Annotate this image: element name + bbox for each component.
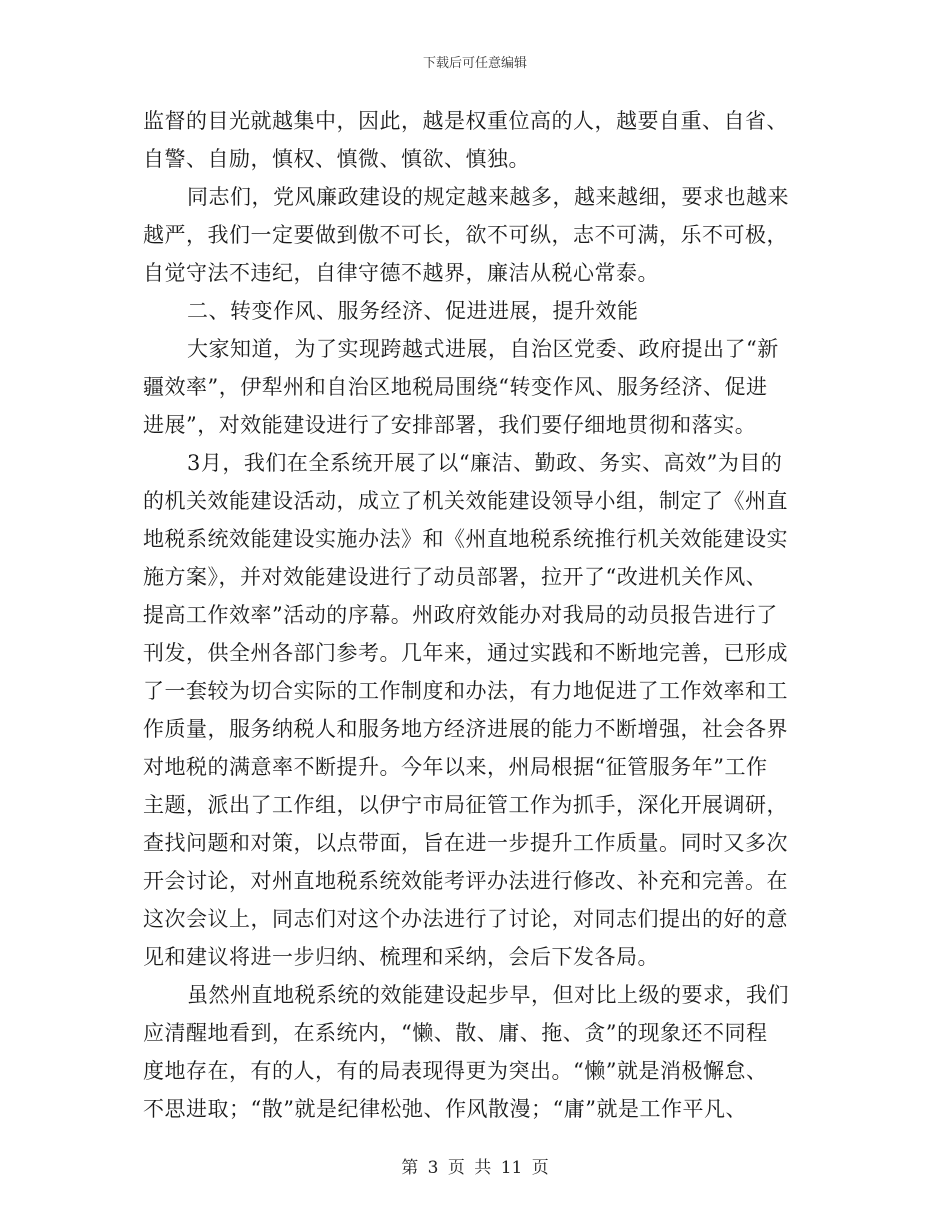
paragraph-start: 同志们，党风廉政建设的规定越来越多，越来越细，要求也越来 [187, 185, 789, 209]
text-line: 了一套较为切合实际的工作制度和办法，有力地促进了工作效率和工 [143, 679, 788, 703]
paragraph-start: 3月，我们在全系统开展了以“廉洁、勤政、务实、高效”为目的 [187, 451, 783, 475]
text-line: 开会讨论，对州直地税系统效能考评办法进行修改、补充和完善。在 [143, 869, 788, 893]
text-line: 查找问题和对策，以点带面，旨在进一步提升工作质量。同时又多次 [143, 831, 788, 855]
paragraph-start: 虽然州直地税系统的效能建设起步早，但对比上级的要求，我们 [187, 983, 789, 1007]
text-line: 越严，我们一定要做到傲不可长，欲不可纵，志不可满，乐不可极， [143, 223, 788, 247]
text-line: 作质量，服务纳税人和服务地方经济进展的能力不断增强，社会各界 [143, 717, 788, 741]
document-body [143, 102, 810, 1128]
text-line: 应清醒地看到，在系统内，“懒、散、庸、拖、贪”的现象还不同程 [143, 1021, 768, 1045]
text-line: 监督的目光就越集中，因此，越是权重位高的人，越要自重、自省、 [143, 109, 788, 133]
text-line: 进展”，对效能建设进行了安排部署，我们要仔细地贯彻和落实。 [143, 413, 757, 437]
text-line: 这次会议上，同志们对这个办法进行了讨论，对同志们提出的好的意 [143, 907, 788, 931]
text-line: 施方案》，并对效能建设进行了动员部署，拉开了“改进机关作风、 [143, 565, 768, 589]
text-line: 主题，派出了工作组，以伊宁市局征管工作为抓手，深化开展调研， [143, 793, 788, 817]
text-line: 疆效率”，伊犁州和自治区地税局围绕“转变作风、服务经济、促进 [143, 375, 768, 399]
text-line: 度地存在，有的人，有的局表现得更为突出。“懒”就是消极懈怠、 [143, 1059, 768, 1083]
text-line: 见和建议将进一步归纳、梳理和采纳，会后下发各局。 [143, 945, 659, 969]
page-header: 下载后可任意编辑 [422, 56, 527, 71]
text-line: 自警、自励，慎权、慎微、慎欲、慎独。 [143, 147, 530, 171]
section-heading: 二、转变作风、服务经济、促进进展，提升效能 [187, 299, 639, 323]
page-number: 第 3 页 共 11 页 [401, 1158, 549, 1178]
text-line: 对地税的满意率不断提升。今年以来，州局根据“征管服务年”工作 [143, 755, 768, 779]
text-line: 的机关效能建设活动，成立了机关效能建设领导小组，制定了《州直 [143, 489, 788, 513]
text-line: 刊发，供全州各部门参考。几年来，通过实践和不断地完善，已形成 [143, 641, 788, 665]
text-line: 自觉守法不违纪，自律守德不越界，廉洁从税心常泰。 [143, 261, 659, 285]
paragraph-start: 大家知道，为了实现跨越式进展，自治区党委、政府提出了“新 [187, 337, 779, 361]
text-line: 不思进取；“散”就是纪律松弛、作风散漫；“庸”就是工作平凡、 [143, 1097, 747, 1121]
text-line: 提高工作效率”活动的序幕。州政府效能办对我局的动员报告进行了 [143, 603, 778, 627]
text-line: 地税系统效能建设实施办法》和《州直地税系统推行机关效能建设实 [143, 527, 788, 551]
